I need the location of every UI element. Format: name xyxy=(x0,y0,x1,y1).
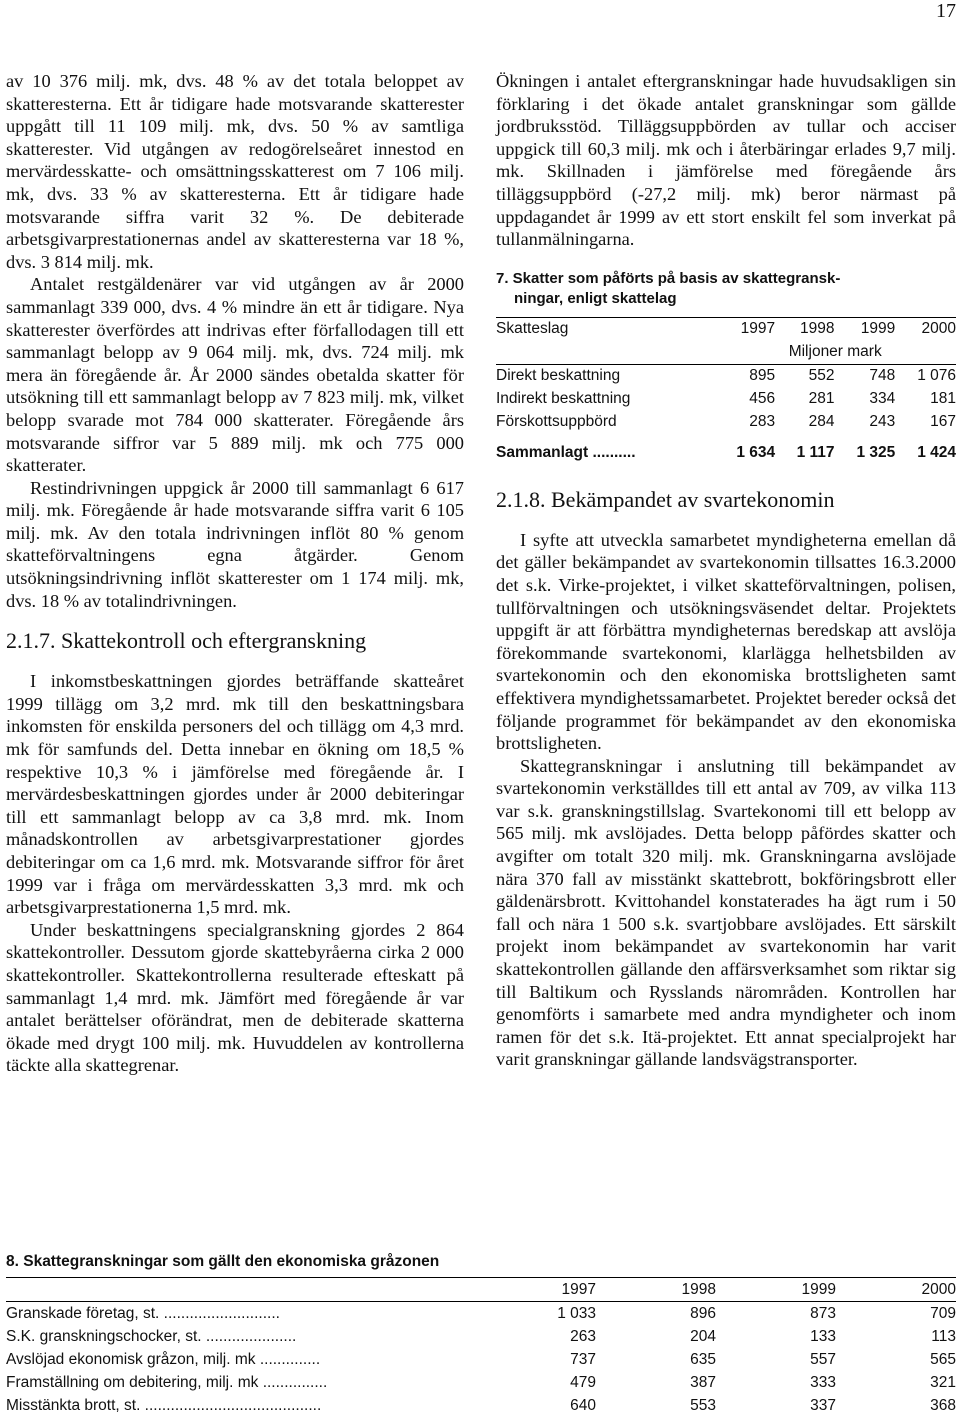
table-row xyxy=(496,364,956,388)
table-7 xyxy=(496,317,956,465)
unit-row xyxy=(496,341,956,365)
table-row xyxy=(6,1302,956,1326)
cell-value: 552 xyxy=(808,366,835,384)
table-header-row xyxy=(496,317,956,341)
cell-value: 334 xyxy=(869,389,896,407)
cell-value: 133 xyxy=(810,1327,836,1345)
cell-value: 709 xyxy=(930,1304,956,1322)
cell-value: 284 xyxy=(808,412,835,430)
cell-value: 1 424 xyxy=(917,443,956,461)
cell-value: 1 033 xyxy=(557,1304,596,1322)
table-row xyxy=(496,388,956,411)
cell-value: 479 xyxy=(570,1373,596,1391)
page-number: 17 xyxy=(936,0,956,22)
year-header: 1998 xyxy=(681,1280,716,1298)
cell-value: 456 xyxy=(749,389,776,407)
row-label: S.K. granskningschocker, st. ..................... xyxy=(6,1327,297,1345)
row-label: Avslöjad ekonomisk gråzon, milj. mk .............. xyxy=(6,1350,321,1368)
cell-value: 368 xyxy=(930,1396,956,1414)
paragraph: Ökningen i antalet eftergranskningar hade huvudsakligen sin förklaring i det ökade antalet granskningar som gällde jordbruksstöd. Tilläggsuppbörden av tullar och acciser uppgick till 60,3 milj. mk och i återbäringar erlades 9,7 milj. mk. Skillnaden i jämförelse med föregående års tilläggsuppbörd (-27,2 milj. mk) beror närmast på uppdagandet år 1999 av ett stort enskilt fel som inverkat på tullanmälningarna. xyxy=(496,71,956,250)
year-header: 1997 xyxy=(561,1280,596,1298)
table-7-title xyxy=(496,269,956,309)
paragraph: I inkomstbeskattningen gjordes beträffande skatteåret 1999 tillägg om 3,2 mrd. mk till den beskattningsbara inkomsten för enskilda personers del och tillägg om 4,3 mrd. mk för samfunds del. Detta innebar en ökning om 18,5 % respektive 10,3 % i jämförelse med föregående år. I mervärdesbeskattningen gjordes under år 2000 debiteringar till ett sammanlagt belopp av ca 3,8 mrd. mk. Inom månadskontrollen av arbetsgivarprestationer gjordes debiteringar om ca 1,6 mrd. mk. Motsvarande siffror för året 1999 var i fråga om mervärdesskatten 3,3 mrd. mk och arbetsgivarprestationerna 1,5 mrd. mk. xyxy=(6,671,464,918)
table-header-row xyxy=(6,1278,956,1302)
table-8-title: 8. Skattegranskningar som gällt den ekonomiska gråzonen xyxy=(6,1253,440,1270)
section-heading: 2.1.8. Bekämpandet av svartekonomin xyxy=(496,486,835,512)
cell-value: 1 634 xyxy=(736,443,776,461)
cell-value: 167 xyxy=(930,412,956,430)
cell-value: 565 xyxy=(930,1350,956,1368)
cell-value: 557 xyxy=(810,1350,836,1368)
table-row xyxy=(496,411,956,434)
table-7-title-line1: 7. Skatter som påförts på basis av skattegransk- xyxy=(496,269,841,287)
row-label: Indirekt beskattning xyxy=(496,389,631,407)
cell-value: 281 xyxy=(808,389,835,407)
year-header: 1999 xyxy=(801,1280,836,1298)
row-label: Direkt beskattning xyxy=(496,366,621,384)
table-row xyxy=(6,1394,956,1417)
cell-value: 873 xyxy=(810,1304,836,1322)
cell-value: 263 xyxy=(570,1327,596,1345)
paragraph: I syfte att utveckla samarbetet myndigheterna emellan då det gäller bekämpandet av svartekonomin tillsattes 16.3.2000 det s.k. Virke-projektet, i vilket skatteförvaltningen, polisen, tullförvaltningen och utsökningsväsendet deltar. Projektets uppgift är att förbättra myndigheternas beredskap att avslöja förekommande svartekonomi, klarlägga helhetsbilden av svartekonomin och den ekonomiska brottsligheten samt effektivera myndighetssamarbetet. Projektet bereder också det följande programmet för bekämpandet av den ekonomiska brottsligheten. xyxy=(496,529,956,754)
cell-value: 640 xyxy=(570,1396,596,1414)
table-total-row xyxy=(496,434,956,465)
table-7-title-line2: ningar, enligt skattelag xyxy=(514,289,677,307)
paragraph: Antalet restgäldenärer var vid utgången av år 2000 sammanlagt 339 000, dvs. 4 % mindre än ett år tidigare. Nya skatterester överfördes att indrivas efter förfallodagen till ett sammanlagt belopp av 9 064 milj. mk, dvs. 724 milj. mk mera än föregående år. År 2000 sändes obetalda skatter för utsökning till ett sammanlagt belopp av 7 823 milj. mk, vilket belopp svarade mot 784 000 skatterater. Föregående års motsvarande siffror var 5 889 milj. mk och 775 000 skatterater. xyxy=(6,274,464,476)
cell-value: 113 xyxy=(931,1327,956,1345)
table-8 xyxy=(6,1277,956,1417)
row-label: Förskottsuppbörd xyxy=(496,412,617,430)
paragraph: Skattegranskningar i anslutning till bekämpandet av svartekonomin verkställdes till ett antal av 709, av vilka 113 var s.k. granskningstillslag. Svartekonomi till ett belopp av 565 milj. mk avslöjades. Detta belopp påfördes skatter och avgifter om totalt 320 milj. mk. Granskningarna avslöjade nära 370 fall av misstänkt skattebrott, bokföringsbrott eller gäldenärsbrott. Kvittohandel konstaterades ha ägt rum i 50 fall och nära 1 500 s.k. svartjobbare avslöjades. Ett särskilt projekt inom bekämpandet av svartekonomin har varit skattekontrollen gällande den affärsverksamhet som riktar sig till Baltikum och Rysslands närområden. Kontrollen har genomförts i samarbete med andra myndigheter och inom ramen för det s.k. Itä-projektet. Ett annat specialprojekt har varit granskningar gällande landsvägstransporter. xyxy=(496,755,956,1070)
section-heading: 2.1.7. Skattekontroll och eftergranskning xyxy=(6,628,367,654)
cell-value: 895 xyxy=(749,366,776,384)
cell-value: 181 xyxy=(930,389,956,407)
paragraph: Restindrivningen uppgick år 2000 till sammanlagt 6 617 milj. mk. Föregående år hade motsvarande siffra varit 6 105 milj. mk. Av den totala indrivningen inflöt 80 % genom skatteförvaltningens egna åtgärder. Genom utsökningsindrivning inflöt skatterester om 1 174 milj. mk, dvs. 18 % av totalindrivningen. xyxy=(6,477,464,611)
year-header: 1998 xyxy=(800,319,835,337)
year-header: 2000 xyxy=(921,1280,956,1298)
table-row xyxy=(6,1325,956,1348)
cell-value: 204 xyxy=(690,1327,716,1345)
cell-value: 333 xyxy=(810,1373,836,1391)
cell-value: 283 xyxy=(749,412,776,430)
unit-label: Miljoner mark xyxy=(788,342,882,360)
left-column xyxy=(6,70,464,1077)
cell-value: 1 076 xyxy=(917,366,956,384)
cell-value: 243 xyxy=(869,412,896,430)
row-label: Sammanlagt .......... xyxy=(496,443,636,461)
cell-value: 553 xyxy=(690,1396,716,1414)
cell-value: 387 xyxy=(690,1373,716,1391)
cell-value: 896 xyxy=(690,1304,716,1322)
cell-value: 737 xyxy=(570,1350,596,1368)
paragraph: Under beskattningens specialgranskning gjordes 2 864 skattekontroller. Dessutom gjorde skattebyråerna cirka 2 000 skattekontroller. Skattekontrollerna resulterade efteskatt på sammanlagt 1,4 mrd. mk. Jämfört med föregående år var antalet berättelser oförändrat, men de debiterade skatterna ökade med drygt 100 milj. mk. Huvuddelen av kontrollerna täckte alla skattegrenar. xyxy=(6,919,464,1076)
row-label: Granskade företag, st. ........................... xyxy=(6,1304,280,1322)
table-row xyxy=(6,1371,956,1394)
cell-value: 748 xyxy=(869,366,896,384)
cell-value: 1 325 xyxy=(856,443,896,461)
paragraph: av 10 376 milj. mk, dvs. 48 % av det totala beloppet av skatteresterna. Ett år tidigare hade motsvarande skatterester uppgått till 11 109 milj. mk, dvs. 50 % av samtliga skatterester. Vid utgången av redogörelseåret innestod en mervärdesskatte- och omsättningsskatterest om 7 106 milj. mk, dvs. 33 % av skatteresterna. Ett år tidigare hade motsvarande siffra varit 32 %. De debiterade arbetsgivarprestationernas andel av skatteresterna var 18 %, dvs. 3 814 milj. mk. xyxy=(6,71,464,272)
year-header: 1999 xyxy=(860,319,896,337)
right-column xyxy=(496,70,956,1071)
cell-value: 337 xyxy=(810,1396,836,1414)
cell-value: 635 xyxy=(690,1350,716,1368)
table-8-section xyxy=(6,1253,956,1417)
table-row xyxy=(6,1348,956,1371)
cell-value: 1 117 xyxy=(796,443,835,461)
cell-value: 321 xyxy=(930,1373,956,1391)
column-header: Skatteslag xyxy=(496,319,569,337)
row-label: Framställning om debitering, milj. mk ............... xyxy=(6,1373,328,1391)
year-header: 2000 xyxy=(921,319,956,337)
year-header: 1997 xyxy=(740,319,776,337)
row-label: Misstänkta brott, st. ......................................... xyxy=(6,1396,322,1414)
